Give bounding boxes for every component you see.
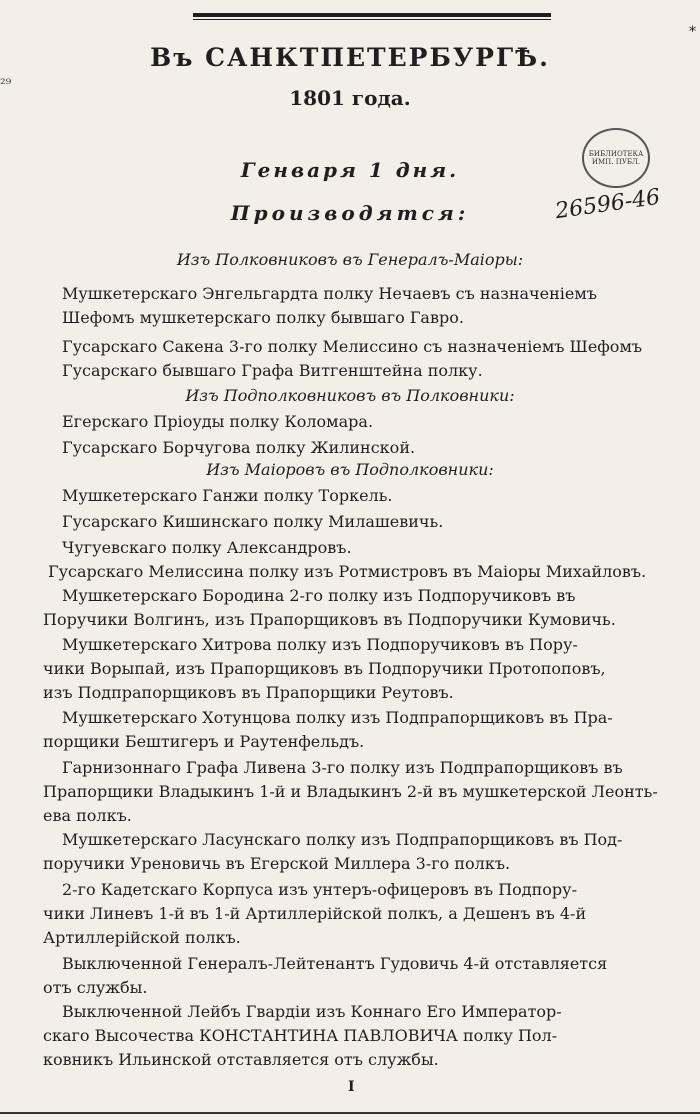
paragraph (43, 706, 681, 754)
text-line: Выключенной Генералъ-Лейтенантъ Гудовичь 4-й отставляется (62, 954, 608, 973)
text-line: Поручики Волгинъ, изъ Прапорщиковъ въ Подпоручики Кумовичь. (43, 610, 616, 629)
stamp-text: БИБЛИОТЕКА ИМП. ПУБЛ. (588, 150, 644, 166)
text-line: Артиллерійской полкъ. (43, 928, 241, 947)
top-rule-thick (193, 13, 551, 17)
page-title: Въ САНКТПЕТЕРБУРГѢ. (150, 43, 550, 72)
paragraph (62, 282, 681, 330)
text-line: Егерскаго Пріоуды полку Коломара. (62, 412, 374, 431)
text-line: Мушкетерскаго Ласунскаго полку изъ Подпрапорщиковъ въ Под- (62, 830, 623, 849)
paragraph (43, 1000, 681, 1072)
section-heading: Изъ Полковниковъ въ Генералъ-Маіоры: (176, 250, 524, 269)
side-mark: ₂₉ (0, 72, 12, 88)
bottom-rule (0, 1112, 700, 1114)
section-heading: Изъ Маіоровъ въ Подполковники: (206, 460, 494, 479)
paragraph (62, 335, 681, 383)
paragraph (43, 878, 681, 950)
text-line: чики Линевъ 1-й въ 1-й Артиллерійской полкъ, а Дешенъ въ 4-й (43, 904, 587, 923)
text-line: порщики Бештигеръ и Раутенфельдъ. (43, 732, 365, 751)
paragraph (43, 584, 681, 632)
text-line: Гусарскаго бывшаго Графа Витгенштейна полку. (62, 361, 483, 380)
paragraph (43, 952, 681, 1000)
text-line: чики Ворыпай, изъ Прапорщиковъ въ Подпоручики Протопоповъ, (43, 659, 606, 678)
paragraph (62, 436, 681, 460)
document-date: Генваря 1 дня. (240, 158, 460, 182)
text-line: Чугуевскаго полку Александровъ. (62, 538, 352, 557)
handwritten-number: 26596-46 (553, 184, 662, 225)
text-line: ева полкъ. (43, 806, 132, 825)
text-line: поручики Уреновичь въ Егерской Миллера 3-го полкъ. (43, 854, 511, 873)
top-rule-thin (193, 19, 551, 20)
paragraph (48, 560, 681, 584)
text-line: Шефомъ мушкетерскаго полку бывшаго Гавро. (62, 308, 464, 327)
paragraph (43, 756, 681, 828)
paragraph (62, 410, 681, 434)
text-line: Мушкетерскаго Бородина 2-го полку изъ Подпоручиковъ въ (62, 586, 576, 605)
section-heading: Изъ Подполковниковъ въ Полковники: (185, 386, 515, 405)
text-line: 2-го Кадетскаго Корпуса изъ унтеръ-офицеровъ въ Подпору- (62, 880, 577, 899)
text-line: Мушкетерскаго Хотунцова полку изъ Подпрапорщиковъ въ Пра- (62, 708, 613, 727)
text-line: изъ Подпрапорщиковъ въ Прапорщики Реутовъ. (43, 683, 454, 702)
text-line: Мушкетерскаго Энгельгардта полку Нечаевъ съ назначеніемъ (62, 284, 597, 303)
text-line: скаго Высочества КОНСТАНТИНА ПАВЛОВИЧА полку Пол- (43, 1026, 558, 1045)
paragraph (62, 510, 681, 534)
page-year: 1801 года. (289, 86, 411, 110)
text-line: Гусарскаго Сакена 3-го полку Мелиссино съ назначеніемъ Шефомъ (62, 337, 643, 356)
paragraph (43, 633, 681, 705)
text-line: Гусарскаго Мелиссина полку изъ Ротмистровъ въ Маіоры Михайловъ. (48, 562, 647, 581)
text-line: Мушкетерскаго Ганжи полку Торкель. (62, 486, 393, 505)
document-heading: Производятся: (230, 201, 470, 225)
text-line: ковникъ Ильинской отставляется отъ службы. (43, 1050, 439, 1069)
paragraph (43, 828, 681, 876)
text-line: Выключенной Лейбъ Гвардіи изъ Коннаго Его Император- (62, 1002, 562, 1021)
text-line: Гарнизоннаго Графа Ливена 3-го полку изъ Подпрапорщиковъ въ (62, 758, 623, 777)
paragraph (62, 484, 681, 508)
corner-mark: * (689, 24, 696, 40)
page-signature-mark: I (348, 1079, 355, 1095)
text-line: Гусарскаго Кишинскаго полку Милашевичь. (62, 512, 444, 531)
text-line: Мушкетерскаго Хитрова полку изъ Подпоручиковъ въ Пору- (62, 635, 578, 654)
text-line: отъ службы. (43, 978, 148, 997)
text-line: Прапорщики Владыкинъ 1-й и Владыкинъ 2-й въ мушкетерской Леонть- (43, 782, 658, 801)
paragraph (62, 536, 681, 560)
text-line: Гусарскаго Борчугова полку Жилинской. (62, 438, 416, 457)
